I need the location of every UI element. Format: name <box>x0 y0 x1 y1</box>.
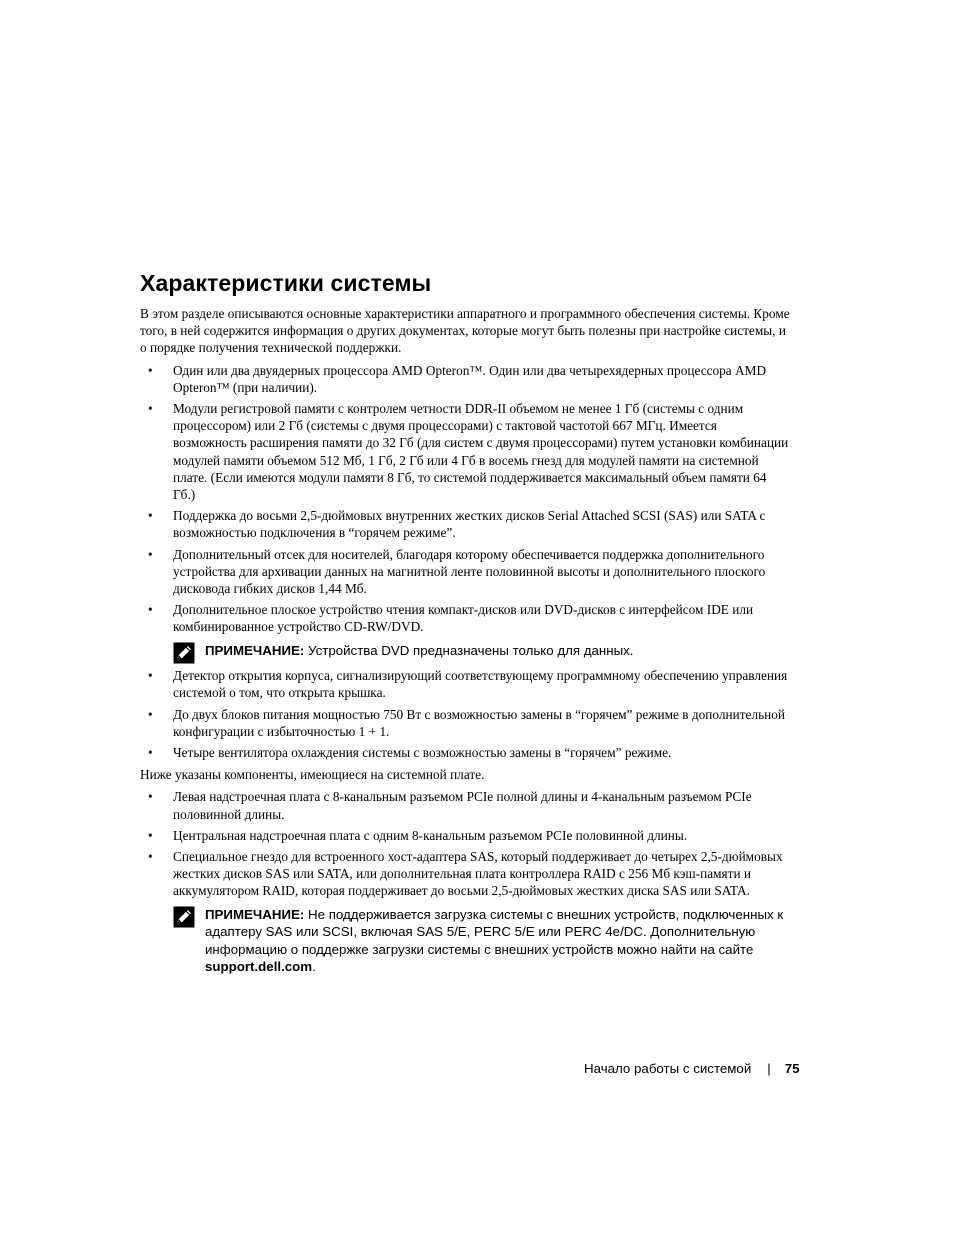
bullet: • <box>148 848 153 864</box>
note-end: . <box>312 959 316 975</box>
note-label: ПРИМЕЧАНИЕ: <box>205 906 305 922</box>
bullet: • <box>148 827 153 843</box>
bullet: • <box>148 668 153 684</box>
list-item-text: Левая надстроечная плата с 8-канальным разъемом PCIe полной длины и 4-канальным разъемом PCIe половинной длины. <box>173 789 752 822</box>
page-number: 75 <box>784 1061 800 1076</box>
bullet: • <box>148 744 153 760</box>
page-content <box>140 270 790 984</box>
list-item <box>140 362 790 396</box>
bullet: • <box>148 508 153 524</box>
list-item-text: Поддержка до восьми 2,5-дюймовых внутренних жестких дисков Serial Attached SCSI (SAS) или SATA с возможностью подключения в “горячем режиме”. <box>173 508 766 541</box>
list-item <box>140 827 790 844</box>
bullet: • <box>148 362 153 378</box>
list-item-text: Модули регистровой памяти с контролем четности DDR-II объемом не менее 1 Гб (системы с одним процессором) или 2 Гб (системы с двумя процессорами) с тактовой частотой 667 МГц. Имеется возможность расширения памяти до 32 Гб (для систем с двумя процессорами) путем установки комбинации модулей памяти объемом 512 Мб, 1 Гб, 2 Гб или 4 Гб в восемь гнезд для модулей памяти на системной плате. (Если имеются модули памяти 8 Гб, то системой поддерживается максимальный объем памяти 64 Гб.) <box>173 401 789 503</box>
list-item <box>140 744 790 761</box>
support-link[interactable]: support.dell.com <box>205 959 313 975</box>
bullet: • <box>148 602 153 618</box>
list-item-text: До двух блоков питания мощностью 750 Вт с возможностью замены в “горячем” режиме в дополнительной конфигурации с избыточностью 1 + 1. <box>173 706 786 739</box>
intro-paragraph: В этом разделе описываются основные характеристики аппаратного и программного обеспечения системы. Кроме того, в ней содержится информация о других документах, которые могут быть полезны при настройке системы, и о порядке получения технической поддержки. <box>140 306 790 356</box>
list-item <box>140 400 790 503</box>
list-item <box>140 507 790 541</box>
list-item <box>140 601 790 635</box>
list-item-text: Детектор открытия корпуса, сигнализирующий соответствующему программному обеспечению управления системой о том, что открыта крышка. <box>173 668 788 701</box>
board-components-list <box>140 788 790 899</box>
list-item <box>140 546 790 598</box>
features-list-2 <box>140 667 790 761</box>
footer-section-title: Начало работы с системой <box>584 1061 752 1076</box>
note-label: ПРИМЕЧАНИЕ: <box>205 642 305 658</box>
bullet: • <box>148 401 153 417</box>
board-intro-paragraph: Ниже указаны компоненты, имеющиеся на системной плате. <box>140 767 485 783</box>
note-pencil-icon <box>173 906 195 928</box>
list-item-text: Центральная надстроечная плата с одним 8-канальным разъемом PCIe половинной длины. <box>173 827 688 843</box>
note-dvd <box>140 642 790 660</box>
page-title: Характеристики системы <box>140 270 432 296</box>
note-text: Не поддерживается загрузка системы с внешних устройств, подключенных к адаптеру SAS или SCSI, включая SAS 5/E, PERC 5/E или PERC 4e/DC. Дополнительную информацию о поддержке загрузки системы с внешних устройств можно найти на сайте <box>205 906 784 957</box>
list-item-text: Дополнительный отсек для носителей, благодаря которому обеспечивается поддержка дополнительного устройства для архивации данных на магнитной ленте половинной высоты и дополнительного плоского дисковода гибких дисков 1,44 Мб. <box>173 546 766 597</box>
list-item-text: Дополнительное плоское устройство чтения компакт-дисков или DVD-дисков с интерфейсом IDE или комбинированное устройство CD-RW/DVD. <box>173 602 754 635</box>
note-text: Устройства DVD предназначены только для данных. <box>304 642 634 658</box>
bullet: • <box>148 789 153 805</box>
bullet: • <box>148 706 153 722</box>
list-item <box>140 848 790 900</box>
list-item-text: Один или два двуядерных процессора AMD Opteron™. Один или два четырехядерных процессора AMD Opteron™ (при наличии). <box>173 362 767 395</box>
features-list <box>140 362 790 636</box>
list-item <box>140 667 790 701</box>
list-item-text: Специальное гнездо для встроенного хост-адаптера SAS, который поддерживает до четырех 2,5-дюймовых жестких дисков SAS или SATA, или дополнительная плата контроллера RAID с 256 Мб кэш-памяти и аккумулятором RAID, которая поддерживает до восьми 2,5-дюймовых жестких диска SAS или SATA. <box>173 848 783 899</box>
note-pencil-icon <box>173 642 195 664</box>
footer-separator: | <box>767 1061 771 1076</box>
list-item <box>140 706 790 740</box>
list-item-text: Четыре вентилятора охлаждения системы с возможностью замены в “горячем” режиме. <box>173 744 672 760</box>
note-boot <box>140 906 790 976</box>
bullet: • <box>148 546 153 562</box>
list-item <box>140 788 790 822</box>
page-footer <box>584 1061 800 1076</box>
